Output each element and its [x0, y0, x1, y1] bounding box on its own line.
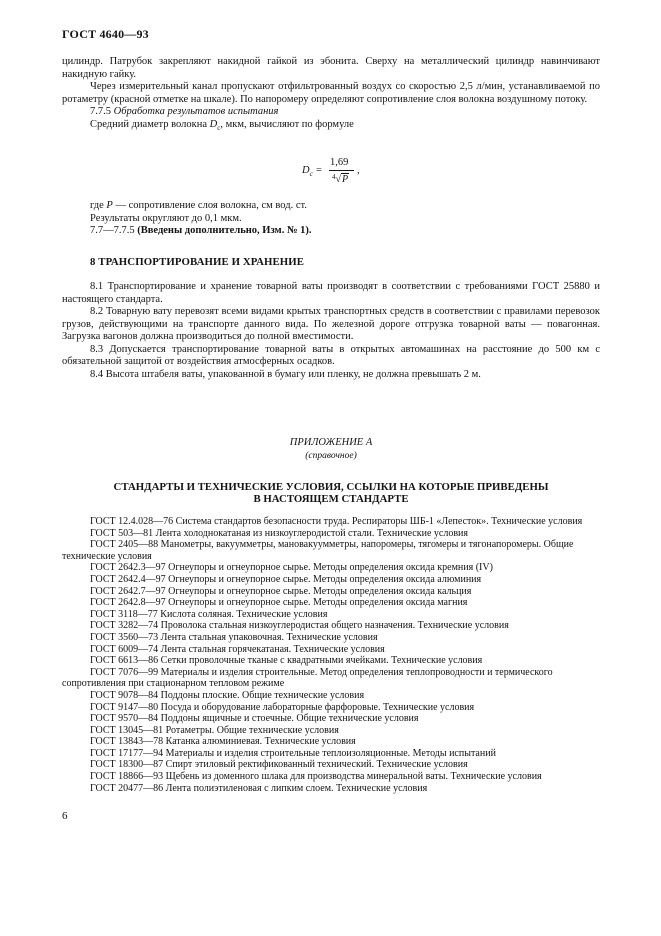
list-item: ГОСТ 503—81 Лента холоднокатаная из низкоуглеродистой стали. Технические условия: [90, 527, 468, 539]
subsection-number: 7.7.5: [90, 106, 111, 117]
paragraph-8-4: 8.4 Высота штабеля ваты, упакованной в бумагу или пленку, не должна превышать 2 м.: [90, 368, 481, 380]
list-item: ГОСТ 20477—86 Лента полиэтиленовая с липким слоем. Технические условия: [90, 782, 428, 794]
paragraph-formula-intro: [62, 119, 600, 135]
list-item: ГОСТ 3282—74 Проволока стальная низкоуглеродистая общего назначения. Технические условия: [90, 620, 509, 632]
top-text-block: [62, 56, 600, 134]
amendment-note: (Введены дополнительно, Изм. № 1).: [137, 225, 312, 236]
list-item: ГОСТ 13045—81 Ротаметры. Общие технические условия: [90, 724, 339, 736]
list-item: ГОСТ 18300—87 Спирт этиловый ректификованный технический. Технические условия: [90, 759, 468, 771]
list-item: ГОСТ 12.4.028—76 Система стандартов безопасности труда. Респираторы ШБ-1 «Лепесток». Технические условия: [90, 516, 583, 527]
formula-denominator: [332, 171, 349, 187]
radical-sign-icon: √: [335, 174, 341, 185]
list-item: ГОСТ 13843—78 Катанка алюминиевая. Технические условия: [90, 736, 356, 748]
paragraph-where: [62, 200, 600, 213]
paragraph-rounding: Результаты округляют до 0,1 мкм.: [90, 212, 242, 224]
subsection-title: Обработка результатов испытания: [113, 106, 279, 117]
list-item: ГОСТ 9078—84 Поддоны плоские. Общие технические условия: [90, 689, 365, 701]
text-fragment: , мкм, вычисляют по формуле: [220, 118, 354, 130]
text-fragment: 7.7—7.7.5: [90, 225, 138, 236]
paragraph-8-3: 8.3 Допускается транспортирование товарной ваты в открытых автомашинах на расстояние до 500 км с обязательной защитой от воздействия атмосферных осадков.: [62, 343, 600, 367]
appendix-heading-line-1: СТАНДАРТЫ И ТЕХНИЧЕСКИЕ УСЛОВИЯ, ССЫЛКИ НА КОТОРЫЕ ПРИВЕДЕНЫ: [113, 481, 549, 493]
formula-explanation: [62, 200, 600, 238]
reference-list: [62, 516, 600, 794]
paragraph-continuation: цилиндр. Патрубок закрепляют накидной гайкой из эбонита. Сверху на металлический цилиндр навинчивают накидную гайку.: [62, 56, 600, 80]
appendix-heading: [62, 481, 600, 505]
list-item: ГОСТ 2642.7—97 Огнеупоры и огнеупорное сырье. Методы определения оксида кальция: [90, 585, 472, 597]
paragraph-measurement: Через измерительный канал пропускают отфильтрованный воздух со скоростью 2,5 л/мин, устанавливаемой по ротаметру (красной отметке на шкале). По напоромеру определяют сопротивление слоя волокна воздушному потоку.: [62, 81, 600, 105]
list-item: ГОСТ 2642.8—97 Огнеупоры и огнеупорное сырье. Методы определения оксида магния: [90, 597, 468, 609]
appendix-heading-line-2: В НАСТОЯЩЕМ СТАНДАРТЕ: [253, 493, 409, 505]
variable-d: D: [209, 118, 218, 130]
paragraph-8-1: 8.1 Транспортирование и хранение товарной ваты производят в соответствии с требованиями ГОСТ 25880 и настоящего стандарта.: [62, 281, 600, 305]
section-8: [62, 256, 600, 269]
list-item: ГОСТ 3118—77 Кислота соляная. Технические условия: [90, 608, 328, 620]
list-item: ГОСТ 6613—86 Сетки проволочные тканые с квадратными ячейками. Технические условия: [90, 655, 483, 667]
text-fragment: Средний диаметр волокна: [90, 118, 210, 130]
list-item: ГОСТ 9147—80 Посуда и оборудование лабораторные фарфоровые. Технические условия: [90, 701, 475, 713]
section-8-body: [62, 281, 600, 381]
variable-p: P: [106, 200, 113, 211]
text-fragment: где: [90, 200, 107, 211]
list-item: ГОСТ 3560—73 Лента стальная упаковочная. Технические условия: [90, 631, 378, 643]
list-item: ГОСТ 2642.3—97 Огнеупоры и огнеупорное сырье. Методы определения оксида кремния (IV): [90, 562, 493, 574]
document-header: ГОСТ 4640—93: [62, 27, 149, 41]
list-item: ГОСТ 7076—99 Материалы и изделия строительные. Метод определения теплопроводности и термического сопротивления при стационарном тепловом режиме: [62, 666, 553, 690]
section-8-title: 8 ТРАНСПОРТИРОВАНИЕ И ХРАНЕНИЕ: [90, 256, 305, 268]
text-fragment: — сопротивление слоя волокна, см вод. ст.: [112, 200, 307, 211]
list-item: ГОСТ 2642.4—97 Огнеупоры и огнеупорное сырье. Методы определения оксида алюминия: [90, 573, 482, 585]
root-index: 4: [332, 173, 336, 181]
list-item: ГОСТ 17177—94 Материалы и изделия строительные теплоизоляционные. Методы испытаний: [90, 747, 496, 759]
formula-numerator: 1,69: [330, 157, 349, 168]
paragraph-8-2: 8.2 Товарную вату перевозят всеми видами крытых транспортных средств в соответствии с правилами перевозок грузов, действующими на транспорте данного вида. По железной дороге отгрузка товарной ваты — повагонная. Загрузка вагонов должна производиться до полной вместимости.: [62, 306, 600, 342]
formula-equals: =: [316, 165, 322, 176]
list-item: ГОСТ 2405—88 Манометры, вакуумметры, мановакуумметры, напоромеры, тягомеры и тягонапоромеры. Общие технические условия: [62, 539, 574, 562]
formula-comma: ,: [357, 165, 360, 176]
formula-lhs-var: D: [302, 165, 310, 176]
root-variable: P: [342, 174, 349, 185]
list-item: ГОСТ 18866—93 Щебень из доменного шлака для производства минеральной ваты. Технические условия: [90, 771, 542, 783]
appendix-subtitle: (справочное): [305, 451, 357, 461]
variable-d-sub: c: [217, 123, 221, 132]
formula-lhs: [302, 165, 313, 181]
paragraph-amendment: [62, 225, 600, 238]
list-item: ГОСТ 6009—74 Лента стальная горячекатаная. Технические условия: [90, 643, 385, 655]
formula-lhs-sub: c: [309, 170, 313, 179]
formula-dc: [300, 157, 380, 187]
list-item: ГОСТ 9570—84 Поддоны ящичные и стоечные. Общие технические условия: [90, 713, 419, 725]
subsection-7-7-5: [62, 106, 600, 119]
page-number: 6: [62, 810, 68, 822]
appendix-title: ПРИЛОЖЕНИЕ А: [289, 437, 373, 448]
